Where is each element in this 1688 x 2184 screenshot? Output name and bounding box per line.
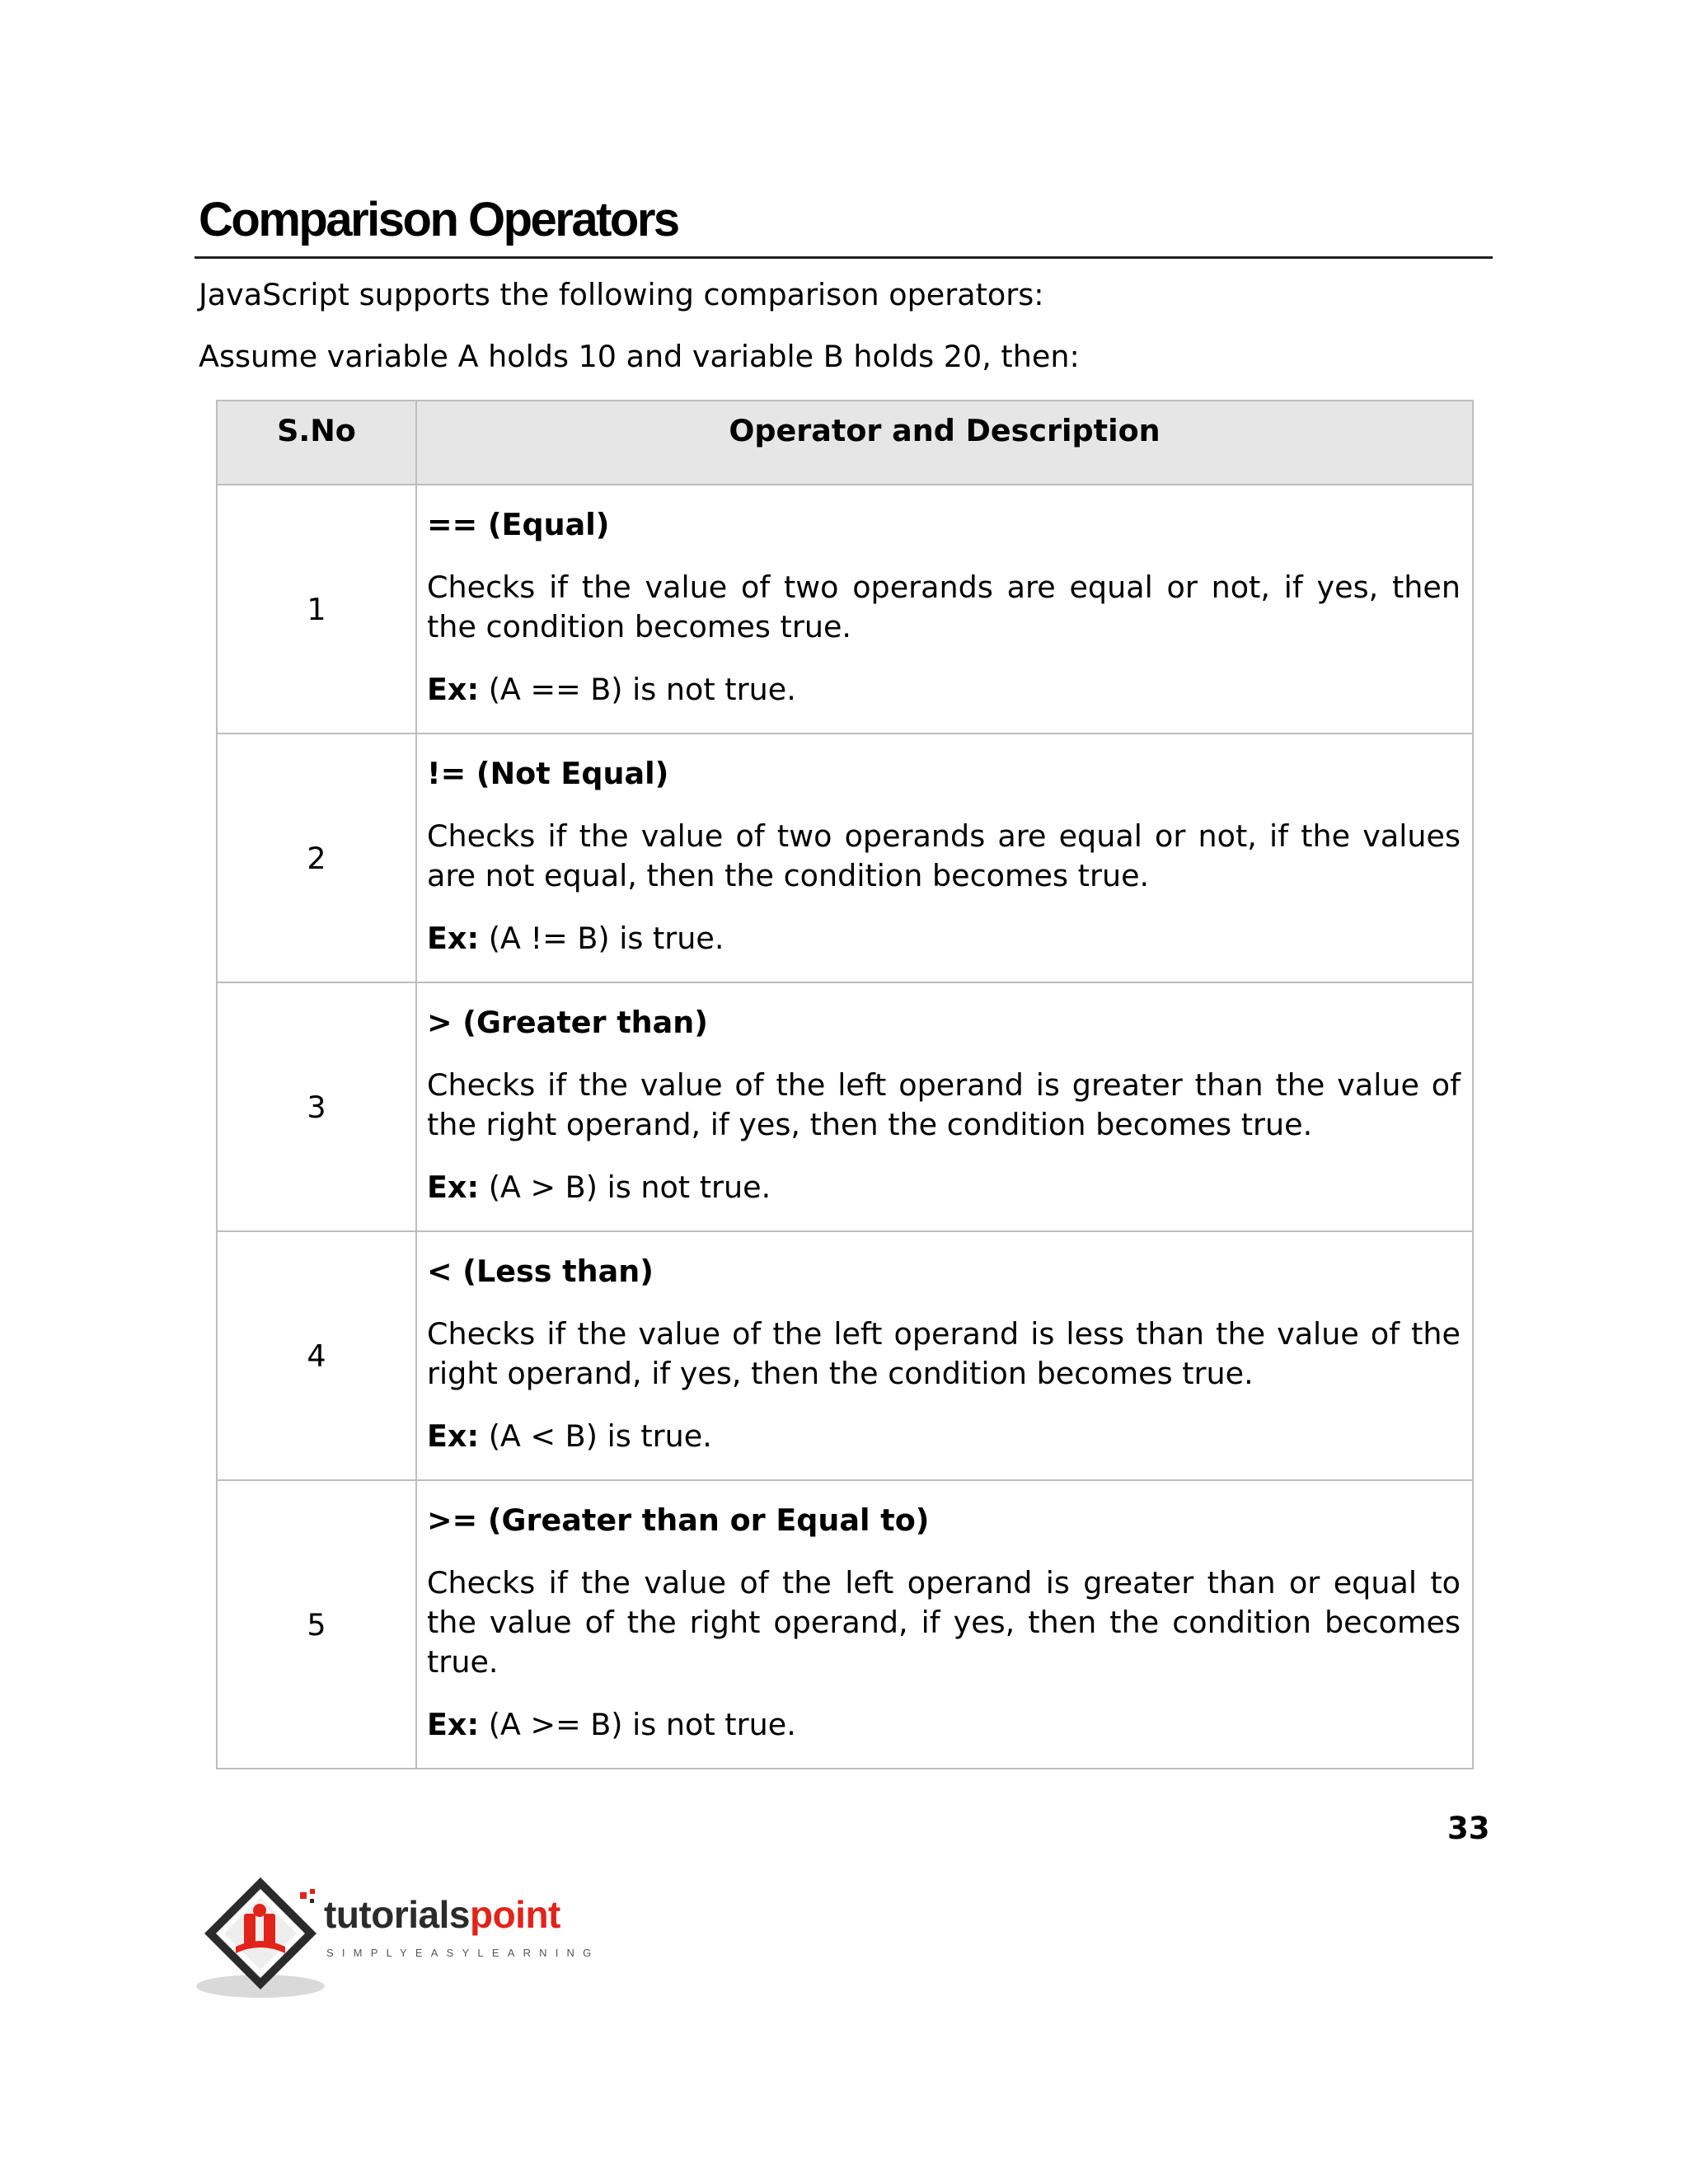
operator-example: [427, 919, 1461, 958]
table-row: [217, 485, 1473, 733]
intro-text: JavaScript supports the following comparison operators:: [199, 277, 1044, 312]
tutorialspoint-logo: [195, 1871, 640, 2003]
operator-description: Checks if the value of two operands are equal or not, if yes, then the condition becomes true.: [427, 569, 1461, 644]
example-text: (A < B) is true.: [488, 1418, 712, 1455]
operator-example: [427, 1417, 1461, 1455]
logo-tagline: SIMPLYEASYLEARNING: [326, 1947, 600, 1959]
page-number: 33: [1447, 1811, 1490, 1846]
operator-description: Checks if the value of two operands are equal or not, if the values are not equal, then the condition becomes true.: [427, 818, 1461, 893]
table-row: [217, 733, 1473, 982]
operator-name: >= (Greater than or Equal to): [427, 1502, 930, 1539]
row-description-cell: [416, 485, 1473, 733]
assumption-text: Assume variable A holds 10 and variable B holds 20, then:: [199, 339, 1080, 374]
example-label: Ex:: [427, 1169, 480, 1206]
table-header-row: [217, 401, 1473, 485]
example-text: (A == B) is not true.: [488, 672, 796, 708]
operator-name: < (Less than): [427, 1254, 654, 1290]
header-sno: S.No: [217, 401, 416, 485]
example-label: Ex:: [427, 672, 480, 708]
table-row: [217, 1231, 1473, 1480]
logo-mark-icon: [195, 1871, 326, 2003]
operator-example: [427, 1705, 1461, 1744]
operator-name: != (Not Equal): [427, 756, 669, 792]
example-text: (A > B) is not true.: [488, 1169, 771, 1206]
operator-name: == (Equal): [427, 507, 610, 543]
page-title: Comparison Operators: [199, 193, 678, 246]
operator-example: [427, 670, 1461, 709]
row-sno: 3: [217, 982, 416, 1231]
example-label: Ex:: [427, 1707, 480, 1743]
operator-example: [427, 1168, 1461, 1207]
row-sno: 5: [217, 1480, 416, 1769]
operators-table: [216, 400, 1474, 1769]
row-description-cell: [416, 733, 1473, 982]
operator-name: > (Greater than): [427, 1005, 708, 1041]
title-divider: [195, 256, 1493, 259]
table-row: [217, 982, 1473, 1231]
row-description-cell: [416, 982, 1473, 1231]
header-operator-description: Operator and Description: [416, 401, 1473, 485]
logo-wordmark: tutorialspoint: [324, 1893, 560, 1936]
operator-description: Checks if the value of the left operand is greater than or equal to the value of the right operand, if yes, then the condition becomes true.: [427, 1564, 1461, 1680]
example-label: Ex:: [427, 921, 480, 957]
row-sno: 4: [217, 1231, 416, 1480]
row-description-cell: [416, 1480, 1473, 1769]
operator-description: Checks if the value of the left operand is greater than the value of the right operand, if yes, then the condition becomes true.: [427, 1066, 1461, 1142]
example-text: (A != B) is true.: [488, 921, 724, 957]
row-description-cell: [416, 1231, 1473, 1480]
example-label: Ex:: [427, 1418, 480, 1455]
example-text: (A >= B) is not true.: [488, 1707, 796, 1743]
row-sno: 1: [217, 485, 416, 733]
row-sno: 2: [217, 733, 416, 982]
operator-description: Checks if the value of the left operand is less than the value of the right operand, if yes, then the condition becomes true.: [427, 1315, 1461, 1391]
table-row: [217, 1480, 1473, 1769]
